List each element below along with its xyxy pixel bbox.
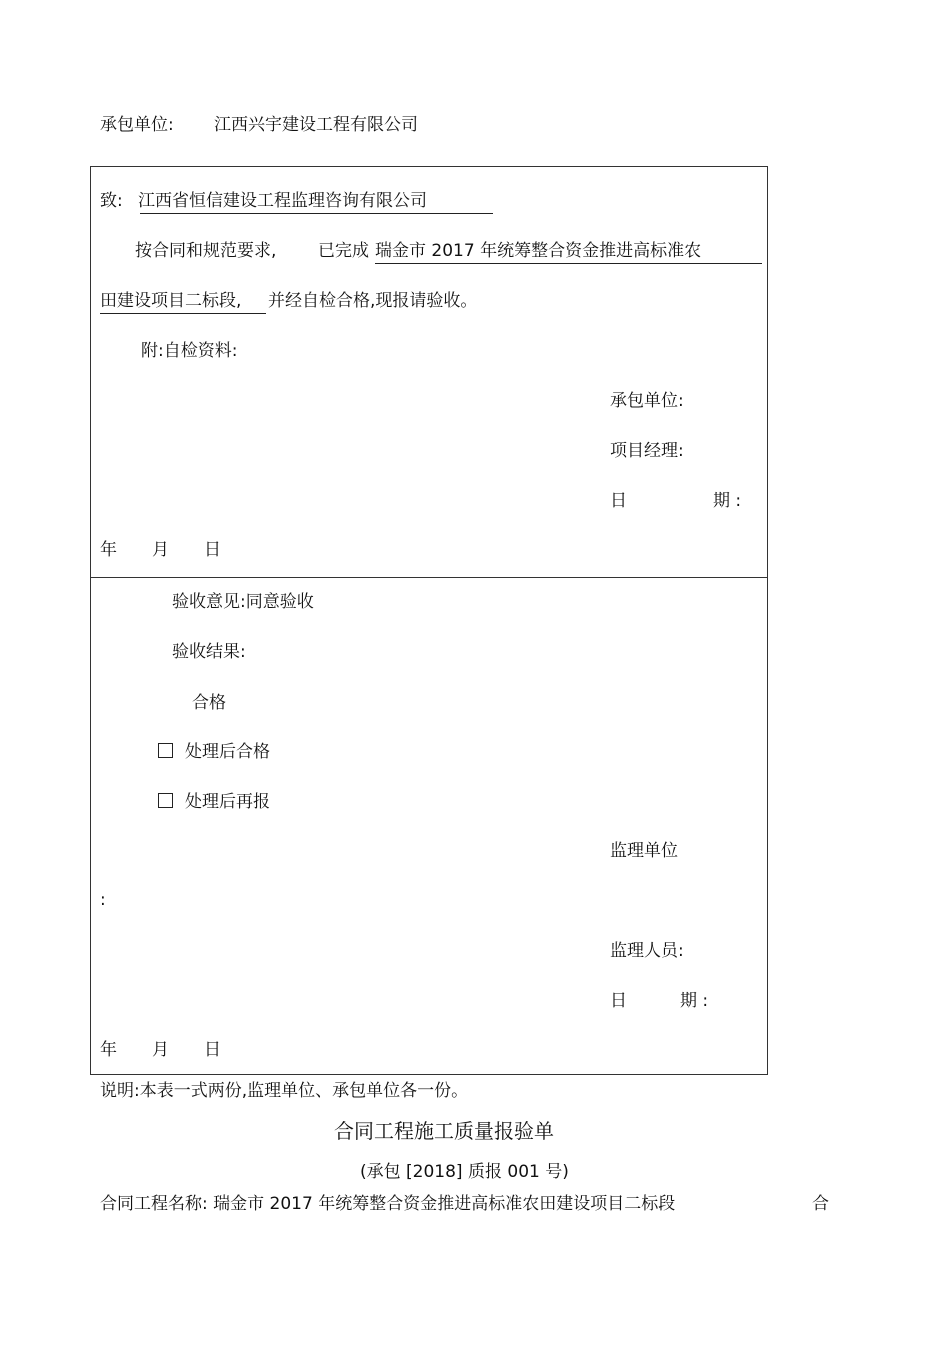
date-day: 日 [204,540,221,560]
sign-project-manager: 项目经理: [610,441,684,461]
sign-contractor-unit: 承包单位: [610,391,684,411]
body-suffix: 并经自检合格,现报请验收。 [268,291,478,311]
next-form-title: 合同工程施工质量报验单 [334,1119,554,1143]
underline-project-1 [375,263,762,264]
supervisor-unit: 监理单位 [610,841,678,861]
to-label: 致: [100,191,123,211]
date-qi-2: 期 : [680,991,709,1011]
date-year-2: 年 [100,1040,117,1060]
acceptance-result-label: 验收结果: [172,642,246,662]
date-ri: 日 [610,491,627,511]
supervisor-company-name: 江西省恒信建设工程监理咨询有限公司 [138,191,427,211]
project-name-part1: 瑞金市 2017 年统筹整合资金推进高标准农 [375,241,702,261]
option-after-pass[interactable] [158,743,270,761]
date-month: 月 [152,540,169,560]
date-year: 年 [100,540,117,560]
body-done: 已完成 [318,241,369,261]
supervisor-staff: 监理人员: [610,941,684,961]
next-form-trailing: 合 [812,1194,829,1214]
date-day-2: 日 [204,1040,221,1060]
date-qi: 期 : [713,491,742,511]
submission-section [90,166,768,578]
option-resubmit[interactable] [158,793,270,811]
option-pass: 合格 [192,693,226,713]
project-name-part2: 田建设项目二标段, [100,291,242,311]
underline-supervisor [140,213,493,214]
contractor-label: 承包单位: [100,115,174,135]
body-prefix: 按合同和规范要求, [135,241,277,261]
checkbox-icon[interactable] [158,743,173,758]
option-resubmit-label: 处理后再报 [185,792,270,812]
next-form-project-line: 合同工程名称: 瑞金市 2017 年统筹整合资金推进高标准农田建设项目二标段 [100,1194,676,1214]
supervisor-unit-colon: : [100,890,106,910]
next-form-code: (承包 [2018] 质报 001 号) [360,1162,569,1182]
contractor-name: 江西兴宇建设工程有限公司 [214,115,418,135]
attachment-label: 附:自检资料: [141,341,238,361]
acceptance-opinion: 验收意见:同意验收 [172,592,314,612]
underline-project-2 [100,313,266,314]
date-month-2: 月 [152,1040,169,1060]
checkbox-icon[interactable] [158,793,173,808]
form-note: 说明:本表一式两份,监理单位、承包单位各一份。 [100,1081,469,1101]
option-after-pass-label: 处理后合格 [185,742,270,762]
date-ri-2: 日 [610,991,627,1011]
